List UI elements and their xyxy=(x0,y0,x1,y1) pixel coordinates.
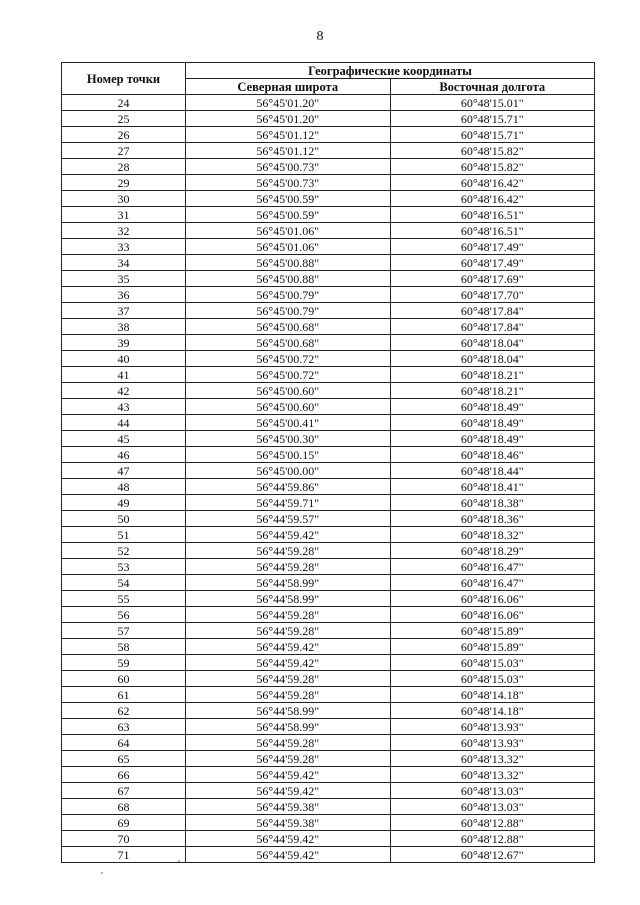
point-number-cell: 36 xyxy=(62,287,186,303)
longitude-cell: 60°48'13.93" xyxy=(390,735,595,751)
latitude-cell: 56°45'00.00" xyxy=(186,463,391,479)
table-body xyxy=(62,95,595,863)
table-row xyxy=(62,143,595,159)
table-row xyxy=(62,367,595,383)
longitude-cell: 60°48'14.18" xyxy=(390,687,595,703)
point-number-cell: 24 xyxy=(62,95,186,111)
latitude-cell: 56°44'59.42" xyxy=(186,655,391,671)
latitude-cell: 56°44'59.42" xyxy=(186,783,391,799)
point-number-cell: 25 xyxy=(62,111,186,127)
point-number-cell: 42 xyxy=(62,383,186,399)
table-row xyxy=(62,399,595,415)
point-number-cell: 52 xyxy=(62,543,186,559)
longitude-cell: 60°48'12.88" xyxy=(390,815,595,831)
longitude-cell: 60°48'13.93" xyxy=(390,719,595,735)
table-row xyxy=(62,175,595,191)
longitude-cell: 60°48'16.51" xyxy=(390,207,595,223)
latitude-cell: 56°44'59.28" xyxy=(186,543,391,559)
longitude-cell: 60°48'12.88" xyxy=(390,831,595,847)
latitude-cell: 56°45'00.72" xyxy=(186,351,391,367)
header-point-number: Номер точки xyxy=(62,63,186,95)
table-row xyxy=(62,639,595,655)
point-number-cell: 67 xyxy=(62,783,186,799)
longitude-cell: 60°48'15.03" xyxy=(390,671,595,687)
latitude-cell: 56°44'58.99" xyxy=(186,719,391,735)
table-row xyxy=(62,479,595,495)
latitude-cell: 56°45'01.20" xyxy=(186,111,391,127)
longitude-cell: 60°48'15.71" xyxy=(390,127,595,143)
table-row xyxy=(62,751,595,767)
latitude-cell: 56°44'59.28" xyxy=(186,751,391,767)
point-number-cell: 44 xyxy=(62,415,186,431)
point-number-cell: 70 xyxy=(62,831,186,847)
longitude-cell: 60°48'16.47" xyxy=(390,575,595,591)
point-number-cell: 64 xyxy=(62,735,186,751)
longitude-cell: 60°48'15.89" xyxy=(390,623,595,639)
table-row xyxy=(62,527,595,543)
latitude-cell: 56°44'59.71" xyxy=(186,495,391,511)
point-number-cell: 29 xyxy=(62,175,186,191)
longitude-cell: 60°48'18.36" xyxy=(390,511,595,527)
latitude-cell: 56°44'59.28" xyxy=(186,559,391,575)
latitude-cell: 56°44'59.42" xyxy=(186,639,391,655)
latitude-cell: 56°45'00.88" xyxy=(186,255,391,271)
longitude-cell: 60°48'15.82" xyxy=(390,143,595,159)
longitude-cell: 60°48'18.41" xyxy=(390,479,595,495)
point-number-cell: 33 xyxy=(62,239,186,255)
latitude-cell: 56°45'00.88" xyxy=(186,271,391,287)
table-row xyxy=(62,383,595,399)
table-row xyxy=(62,703,595,719)
table-row xyxy=(62,223,595,239)
longitude-cell: 60°48'13.32" xyxy=(390,767,595,783)
header-geographic-coordinates: Географические координаты xyxy=(186,63,595,79)
table-row xyxy=(62,799,595,815)
table-row xyxy=(62,351,595,367)
table-row xyxy=(62,831,595,847)
point-number-cell: 49 xyxy=(62,495,186,511)
latitude-cell: 56°45'00.79" xyxy=(186,287,391,303)
longitude-cell: 60°48'13.32" xyxy=(390,751,595,767)
point-number-cell: 63 xyxy=(62,719,186,735)
table-row xyxy=(62,655,595,671)
longitude-cell: 60°48'18.49" xyxy=(390,431,595,447)
latitude-cell: 56°44'59.28" xyxy=(186,671,391,687)
table-row xyxy=(62,287,595,303)
longitude-cell: 60°48'18.04" xyxy=(390,335,595,351)
point-number-cell: 34 xyxy=(62,255,186,271)
table-row xyxy=(62,335,595,351)
table-row xyxy=(62,511,595,527)
point-number-cell: 59 xyxy=(62,655,186,671)
table-row xyxy=(62,255,595,271)
table-row xyxy=(62,815,595,831)
longitude-cell: 60°48'18.46" xyxy=(390,447,595,463)
longitude-cell: 60°48'16.51" xyxy=(390,223,595,239)
latitude-cell: 56°45'01.20" xyxy=(186,95,391,111)
longitude-cell: 60°48'16.42" xyxy=(390,175,595,191)
longitude-cell: 60°48'18.04" xyxy=(390,351,595,367)
point-number-cell: 46 xyxy=(62,447,186,463)
point-number-cell: 35 xyxy=(62,271,186,287)
latitude-cell: 56°44'58.99" xyxy=(186,591,391,607)
longitude-cell: 60°48'16.06" xyxy=(390,591,595,607)
longitude-cell: 60°48'12.67" xyxy=(390,847,595,863)
longitude-cell: 60°48'16.42" xyxy=(390,191,595,207)
longitude-cell: 60°48'14.18" xyxy=(390,703,595,719)
latitude-cell: 56°44'59.28" xyxy=(186,735,391,751)
latitude-cell: 56°44'59.57" xyxy=(186,511,391,527)
longitude-cell: 60°48'17.49" xyxy=(390,255,595,271)
header-row-top xyxy=(62,63,595,79)
latitude-cell: 56°45'01.12" xyxy=(186,127,391,143)
latitude-cell: 56°44'59.28" xyxy=(186,623,391,639)
longitude-cell: 60°48'18.44" xyxy=(390,463,595,479)
table-row xyxy=(62,671,595,687)
point-number-cell: 26 xyxy=(62,127,186,143)
longitude-cell: 60°48'18.21" xyxy=(390,383,595,399)
point-number-cell: 48 xyxy=(62,479,186,495)
latitude-cell: 56°45'00.59" xyxy=(186,207,391,223)
header-north-latitude: Северная широта xyxy=(186,79,391,95)
point-number-cell: 40 xyxy=(62,351,186,367)
latitude-cell: 56°45'01.06" xyxy=(186,239,391,255)
latitude-cell: 56°45'00.15" xyxy=(186,447,391,463)
longitude-cell: 60°48'13.03" xyxy=(390,799,595,815)
point-number-cell: 41 xyxy=(62,367,186,383)
longitude-cell: 60°48'18.49" xyxy=(390,399,595,415)
scan-speck xyxy=(178,860,180,862)
point-number-cell: 61 xyxy=(62,687,186,703)
point-number-cell: 69 xyxy=(62,815,186,831)
table-row xyxy=(62,767,595,783)
point-number-cell: 37 xyxy=(62,303,186,319)
latitude-cell: 56°44'59.42" xyxy=(186,527,391,543)
table-row xyxy=(62,575,595,591)
table-row xyxy=(62,447,595,463)
longitude-cell: 60°48'15.82" xyxy=(390,159,595,175)
point-number-cell: 31 xyxy=(62,207,186,223)
longitude-cell: 60°48'17.69" xyxy=(390,271,595,287)
table-row xyxy=(62,495,595,511)
longitude-cell: 60°48'17.84" xyxy=(390,319,595,335)
latitude-cell: 56°45'00.73" xyxy=(186,159,391,175)
latitude-cell: 56°45'00.79" xyxy=(186,303,391,319)
longitude-cell: 60°48'18.49" xyxy=(390,415,595,431)
point-number-cell: 66 xyxy=(62,767,186,783)
table-row xyxy=(62,303,595,319)
point-number-cell: 47 xyxy=(62,463,186,479)
point-number-cell: 68 xyxy=(62,799,186,815)
longitude-cell: 60°48'17.84" xyxy=(390,303,595,319)
table-row xyxy=(62,559,595,575)
table-row xyxy=(62,591,595,607)
table-row xyxy=(62,687,595,703)
coordinates-table xyxy=(61,62,595,863)
table-row xyxy=(62,783,595,799)
table-row xyxy=(62,623,595,639)
table-row xyxy=(62,607,595,623)
latitude-cell: 56°44'59.38" xyxy=(186,799,391,815)
latitude-cell: 56°45'01.06" xyxy=(186,223,391,239)
latitude-cell: 56°44'59.38" xyxy=(186,815,391,831)
longitude-cell: 60°48'18.21" xyxy=(390,367,595,383)
point-number-cell: 53 xyxy=(62,559,186,575)
point-number-cell: 54 xyxy=(62,575,186,591)
longitude-cell: 60°48'17.49" xyxy=(390,239,595,255)
latitude-cell: 56°45'00.68" xyxy=(186,335,391,351)
point-number-cell: 50 xyxy=(62,511,186,527)
table-row xyxy=(62,111,595,127)
longitude-cell: 60°48'15.03" xyxy=(390,655,595,671)
point-number-cell: 62 xyxy=(62,703,186,719)
latitude-cell: 56°45'00.30" xyxy=(186,431,391,447)
table-row xyxy=(62,319,595,335)
point-number-cell: 58 xyxy=(62,639,186,655)
latitude-cell: 56°45'00.59" xyxy=(186,191,391,207)
latitude-cell: 56°45'00.68" xyxy=(186,319,391,335)
longitude-cell: 60°48'15.89" xyxy=(390,639,595,655)
latitude-cell: 56°44'58.99" xyxy=(186,575,391,591)
point-number-cell: 38 xyxy=(62,319,186,335)
table-row xyxy=(62,543,595,559)
table-row xyxy=(62,415,595,431)
point-number-cell: 28 xyxy=(62,159,186,175)
point-number-cell: 27 xyxy=(62,143,186,159)
longitude-cell: 60°48'16.06" xyxy=(390,607,595,623)
table-row xyxy=(62,127,595,143)
latitude-cell: 56°44'59.28" xyxy=(186,687,391,703)
point-number-cell: 60 xyxy=(62,671,186,687)
latitude-cell: 56°44'59.28" xyxy=(186,607,391,623)
latitude-cell: 56°44'58.99" xyxy=(186,703,391,719)
table-row xyxy=(62,847,595,863)
table-row xyxy=(62,207,595,223)
latitude-cell: 56°44'59.42" xyxy=(186,831,391,847)
longitude-cell: 60°48'18.32" xyxy=(390,527,595,543)
point-number-cell: 30 xyxy=(62,191,186,207)
longitude-cell: 60°48'16.47" xyxy=(390,559,595,575)
latitude-cell: 56°45'00.60" xyxy=(186,383,391,399)
longitude-cell: 60°48'13.03" xyxy=(390,783,595,799)
table-header xyxy=(62,63,595,95)
point-number-cell: 43 xyxy=(62,399,186,415)
point-number-cell: 56 xyxy=(62,607,186,623)
latitude-cell: 56°45'00.73" xyxy=(186,175,391,191)
latitude-cell: 56°44'59.86" xyxy=(186,479,391,495)
longitude-cell: 60°48'17.70" xyxy=(390,287,595,303)
latitude-cell: 56°45'01.12" xyxy=(186,143,391,159)
point-number-cell: 71 xyxy=(62,847,186,863)
table-row xyxy=(62,431,595,447)
table-row xyxy=(62,735,595,751)
latitude-cell: 56°45'00.41" xyxy=(186,415,391,431)
longitude-cell: 60°48'15.01" xyxy=(390,95,595,111)
table-row xyxy=(62,271,595,287)
table-row xyxy=(62,463,595,479)
table-row xyxy=(62,191,595,207)
longitude-cell: 60°48'15.71" xyxy=(390,111,595,127)
point-number-cell: 65 xyxy=(62,751,186,767)
table-row xyxy=(62,239,595,255)
latitude-cell: 56°45'00.72" xyxy=(186,367,391,383)
scan-speck xyxy=(101,872,103,874)
point-number-cell: 57 xyxy=(62,623,186,639)
longitude-cell: 60°48'18.29" xyxy=(390,543,595,559)
table-row xyxy=(62,95,595,111)
point-number-cell: 32 xyxy=(62,223,186,239)
latitude-cell: 56°44'59.42" xyxy=(186,847,391,863)
point-number-cell: 39 xyxy=(62,335,186,351)
latitude-cell: 56°44'59.42" xyxy=(186,767,391,783)
longitude-cell: 60°48'18.38" xyxy=(390,495,595,511)
header-east-longitude: Восточная долгота xyxy=(390,79,595,95)
table-row xyxy=(62,159,595,175)
point-number-cell: 51 xyxy=(62,527,186,543)
point-number-cell: 55 xyxy=(62,591,186,607)
latitude-cell: 56°45'00.60" xyxy=(186,399,391,415)
point-number-cell: 45 xyxy=(62,431,186,447)
page-number: 8 xyxy=(316,29,324,44)
table-row xyxy=(62,719,595,735)
